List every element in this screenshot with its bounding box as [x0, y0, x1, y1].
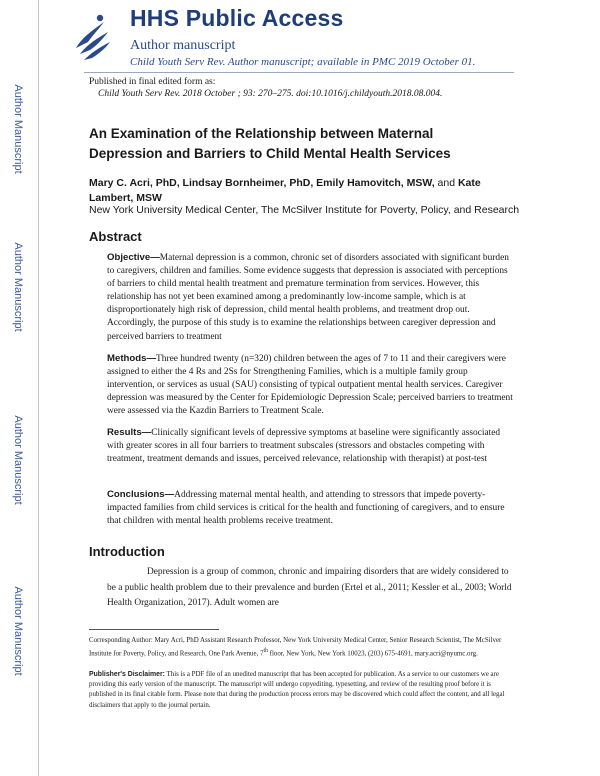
article-title: An Examination of the Relationship between Maternal Depression and Barriers to Child Mental Health Services [89, 126, 451, 161]
side-label-3: Author Manuscript [12, 415, 24, 505]
margin-rule [38, 0, 39, 776]
published-label: Published in final edited form as: [89, 77, 216, 87]
abstract-heading: Abstract [89, 229, 142, 244]
side-label-4: Author Manuscript [12, 586, 24, 676]
abstract-methods: Methods—Three hundred twenty (n=320) children between the ages of 7 to 11 and their caregivers were assigned to either the 4 Rs and 2Ss for Strengthening Families, which is a multiple family group intervention, or services as usual (SAU) consisting of typical outpatient mental health services. Caregiver depression was measured by the Center for Epidemiologic Depression Scale; perceived barriers to treatment were assessed via the Kazdin Barriers to Treatment Scale. [107, 353, 513, 417]
abstract-conclusions: Conclusions—Addressing maternal mental health, and attending to stressors that impede poverty-impacted families from child services is critical for the health and functioning of caregivers, and to ensure that children with mental health problems receive treatment. [107, 489, 505, 527]
introduction-heading: Introduction [89, 544, 165, 559]
abstract-results: Results—Clinically significant levels of depressive symptoms at baseline were significantly associated with greater scores in all four barriers to treatment subscales (stressors and obstacles competing with treatment, treatment demands and issues, perceived relevance, relationship with therapist) at post-test [107, 427, 501, 465]
introduction-paragraph: Depression is a group of common, chronic and impairing disorders that are widely considered to be a public health problem due to their prevalence and burden (Ertel et al., 2011; Kessler et al., 2003; World Health Organization, 2017). Adult women are [107, 567, 512, 609]
published-citation: Child Youth Serv Rev. 2018 October ; 93: 270–275. doi:10.1016/j.childyouth.2018.08.004. [98, 89, 443, 99]
footnote-divider [89, 629, 219, 630]
side-label-2: Author Manuscript [12, 242, 24, 332]
journal-citation: Child Youth Serv Rev. Author manuscript; available in PMC 2019 October 01. [130, 56, 476, 68]
header-divider [84, 72, 514, 73]
side-label-1: Author Manuscript [12, 84, 24, 174]
author-manuscript-label: Author manuscript [130, 38, 236, 53]
hhs-eagle-logo-icon [70, 8, 112, 64]
author-list: Mary C. Acri, PhD, Lindsay Bornheimer, PhD, Emily Hamovitch, MSW, and Kate Lambert, MSW [89, 177, 481, 204]
publisher-disclaimer: Publisher's Disclaimer: This is a PDF file of an unedited manuscript that has been accepted for publication. As a service to our customers we are providing this early version of the manuscript. The manuscript will undergo copyediting, typesetting, and review of the resulting proof before it is published in its final citable form. Please note that during the production process errors may be discovered which could affect the content, and all legal disclaimers that apply to the journal pertain. [89, 671, 505, 709]
affiliation: New York University Medical Center, The McSilver Institute for Poverty, Policy, and Research [89, 204, 520, 216]
corresponding-author-note: Corresponding Author: Mary Acri, PhD Assistant Research Professor, New York University Medical Center, Senior Research Scientist, The McSilver Institute for Poverty, Policy, and Research, One Park Avenue, 7th floor, New York, New York 10023, (203) 675-4691, mary.acri@nyumc.org. [89, 637, 502, 658]
hhs-title: HHS Public Access [130, 5, 344, 31]
abstract-objective: Objective—Maternal depression is a common, chronic set of disorders associated with significant burden to caregivers, children and families. Some evidence suggests that depression is associated with perceptions of barriers to child mental health treatment and premature termination from services. However, this relationship has not yet been examined among a predominantly low-income sample, which is at disproportionately high risk of depression, child mental health problems, and treatment drop out. Accordingly, the purpose of this study is to examine the relationships between caregiver depression and perceived barriers to treatment [107, 252, 509, 342]
